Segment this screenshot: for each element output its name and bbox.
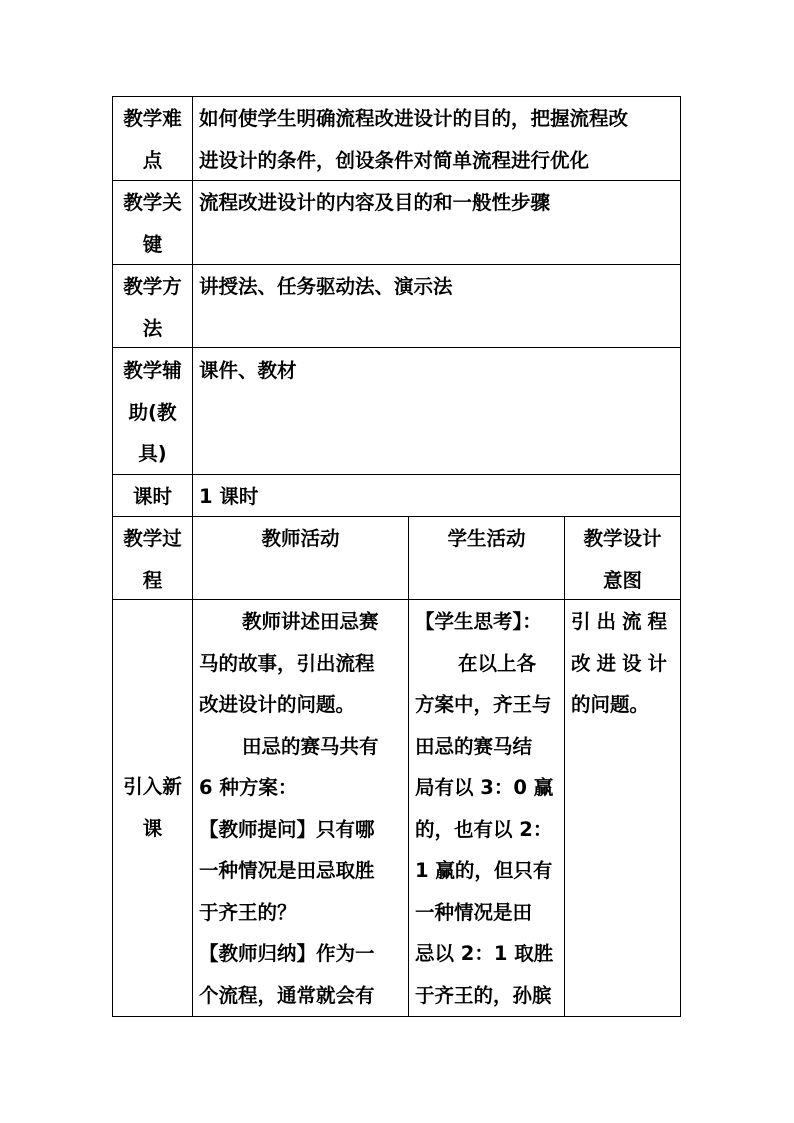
row-label-hours: 课时 xyxy=(132,485,172,508)
row-divider xyxy=(112,474,681,475)
design-intent-text: 引出流程 改进设计 的问题。 xyxy=(571,610,674,716)
table-border-right xyxy=(680,96,681,1017)
row-content-aids: 课件、教材 xyxy=(199,359,297,382)
column-divider xyxy=(408,516,409,1017)
row-label-key: 教学关 键 xyxy=(123,191,182,256)
header-student-activity: 学生活动 xyxy=(447,527,526,550)
table-border-bottom xyxy=(112,1016,681,1017)
row-divider xyxy=(112,516,681,517)
row-divider xyxy=(112,264,681,265)
row-label-difficulty: 教学难 点 xyxy=(123,107,182,172)
row-label-aids: 教学辅 助(教 具) xyxy=(123,359,182,465)
table-border-top xyxy=(112,96,681,97)
row-content-key: 流程改进设计的内容及目的和一般性步骤 xyxy=(199,191,551,214)
header-design-intent: 教学设计 意图 xyxy=(583,527,662,592)
row-content-difficulty: 如何使学生明确流程改进设计的目的，把握流程改 进设计的条件，创设条件对简单流程进行优化 xyxy=(199,107,629,172)
process-label: 教学过 程 xyxy=(123,527,182,592)
teacher-activity-text: 教师讲述田忌赛 马的故事，引出流程 改进设计的问题。 田忌的赛马共有 6 种方案： 【教师提问】只有哪 一种情况是田忌取胜 于齐王的？ 【教师归纳】作为一 个流程，通常就会有 xyxy=(199,610,379,1007)
row-label-method: 教学方 法 xyxy=(123,275,182,340)
student-activity-text: 【学生思考】： 在以上各 方案中，齐王与 田忌的赛马结 局有以 3：0 赢 的，也有以 2： 1 赢的，但只有 一种情况是田 忌以 2：1 取胜 于齐王的，孙膑 xyxy=(415,610,554,1007)
row-content-method: 讲授法、任务驱动法、演示法 xyxy=(199,275,453,298)
row-divider xyxy=(112,347,681,348)
header-teacher-activity: 教师活动 xyxy=(261,527,340,550)
intro-label: 引入新 课 xyxy=(123,775,182,840)
row-content-hours: 1 课时 xyxy=(199,485,259,508)
